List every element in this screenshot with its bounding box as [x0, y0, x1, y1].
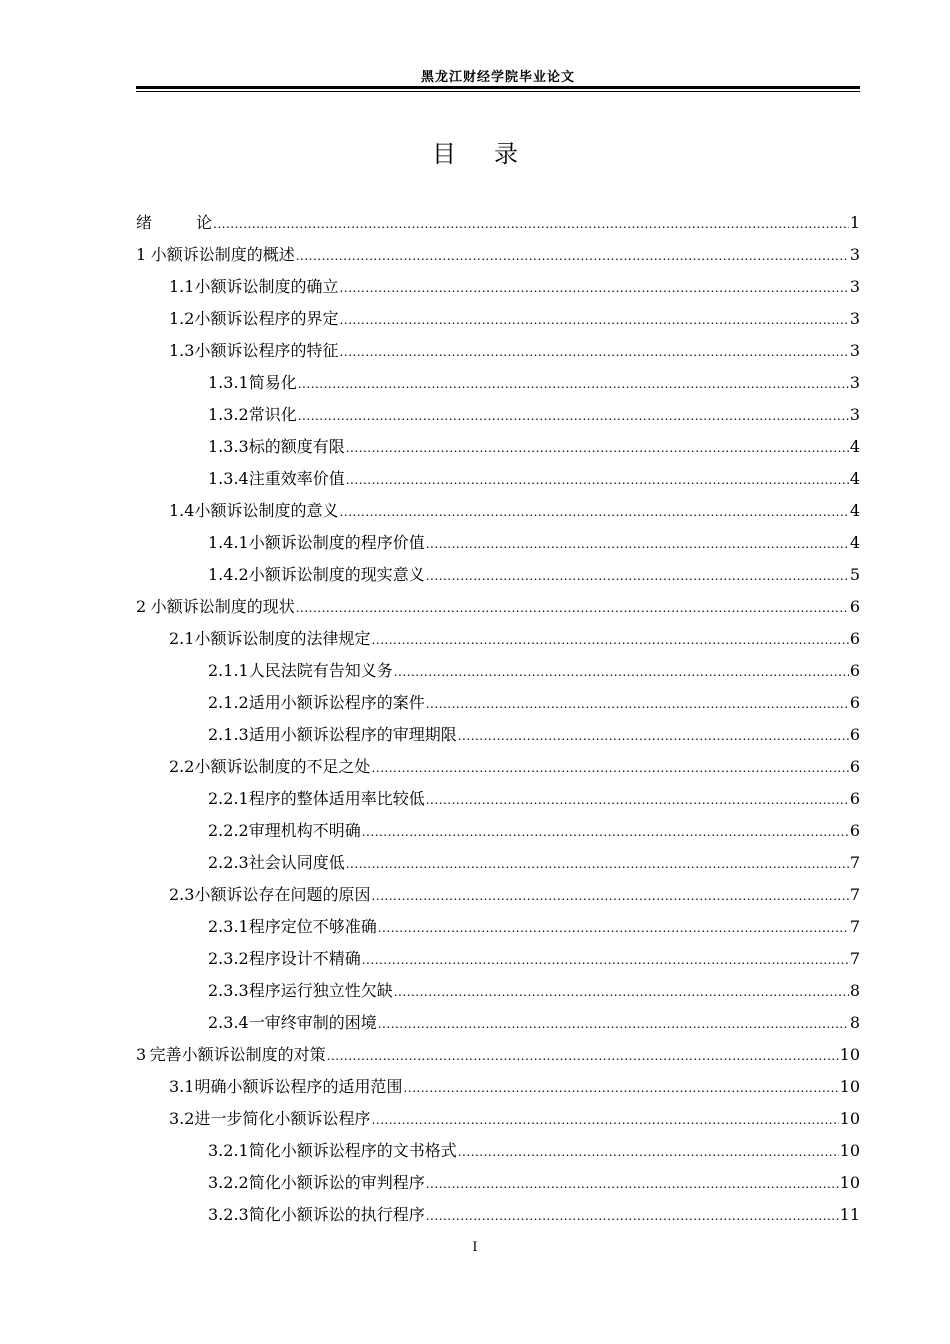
toc-dot-leader	[426, 1200, 839, 1232]
toc-entry[interactable]	[136, 303, 860, 335]
toc-entry[interactable]	[136, 751, 860, 783]
toc-entry-page: 5	[849, 565, 860, 584]
toc-entry-label	[136, 207, 212, 239]
toc-entry-label: 人民法院有告知义务	[248, 661, 393, 680]
toc-title: 目录	[432, 140, 556, 168]
toc-entry-label: 适用小额诉讼程序的案件	[248, 693, 425, 712]
toc-dot-leader	[394, 976, 849, 1008]
toc-entry[interactable]	[136, 1199, 860, 1231]
toc-dot-leader	[362, 816, 849, 848]
toc-entry-label: 简化小额诉讼程序的文书格式	[248, 1141, 457, 1160]
toc-entry[interactable]	[136, 975, 860, 1007]
toc-entry-label: 小额诉讼制度的确立	[194, 277, 339, 296]
toc-entry-label: 小额诉讼程序的界定	[194, 309, 339, 328]
toc-entry-label: 简化小额诉讼的审判程序	[248, 1173, 425, 1192]
toc-entry-label: 进一步简化小额诉讼程序	[194, 1109, 371, 1128]
toc-entry[interactable]	[136, 783, 860, 815]
toc-entry[interactable]	[136, 527, 860, 559]
toc-entry[interactable]	[136, 271, 860, 303]
toc-dot-leader	[458, 720, 849, 752]
toc-entry-label: 小额诉讼存在问题的原因	[194, 885, 371, 904]
toc-dot-leader	[296, 592, 849, 624]
toc-entry[interactable]	[136, 655, 860, 687]
toc-entry-label: 程序的整体适用率比较低	[248, 789, 425, 808]
toc-entry-page: 6	[849, 597, 860, 616]
toc-entry-page: 10	[839, 1109, 860, 1128]
toc-entry-label: 社会认同度低	[248, 853, 345, 872]
toc-dot-leader	[426, 784, 849, 816]
toc-entry-label: 适用小额诉讼程序的审理期限	[248, 725, 457, 744]
toc-entry-number: 2.3.1	[208, 917, 249, 936]
toc-entry[interactable]	[136, 1135, 860, 1167]
toc-dot-leader	[458, 1136, 839, 1168]
toc-entry[interactable]	[136, 207, 860, 239]
toc-entry-number: 1.4	[169, 501, 195, 520]
toc-entry-number: 2.3	[169, 885, 195, 904]
toc-entry-label: 小额诉讼制度的不足之处	[194, 757, 371, 776]
toc-entry[interactable]	[136, 847, 860, 879]
toc-entry-page: 7	[849, 885, 860, 904]
toc-entry-number: 3	[136, 1045, 147, 1064]
toc-entry[interactable]	[136, 879, 860, 911]
toc-entry[interactable]	[136, 1103, 860, 1135]
toc-entry-page: 6	[849, 693, 860, 712]
toc-entry-number: 1.1	[169, 277, 195, 296]
toc-entry-page: 10	[839, 1045, 860, 1064]
toc-dot-leader	[346, 848, 849, 880]
toc-dot-leader	[339, 304, 848, 336]
toc-dot-leader	[362, 944, 849, 976]
toc-entry-label-part: 论	[196, 213, 213, 232]
toc-entry-label: 明确小额诉讼程序的适用范围	[194, 1077, 403, 1096]
toc-entry-label: 简易化	[248, 373, 297, 392]
toc-entry-number: 1.4.1	[208, 533, 249, 552]
toc-entry-label: 注重效率价值	[248, 469, 345, 488]
toc-entry[interactable]	[136, 1007, 860, 1039]
toc-dot-leader	[298, 368, 849, 400]
toc-entry-page: 3	[849, 245, 860, 264]
toc-entry-number: 1.4.2	[208, 565, 249, 584]
toc-entry-number: 2.2.3	[208, 853, 249, 872]
toc-entry-page: 3	[849, 341, 860, 360]
toc-entry-number: 3.2.3	[208, 1205, 249, 1224]
toc-entry[interactable]	[136, 495, 860, 527]
toc-dot-leader	[213, 208, 849, 240]
toc-entry-page: 3	[849, 373, 860, 392]
toc-dot-leader	[346, 432, 849, 464]
toc-entry-number: 1.3.3	[208, 437, 249, 456]
toc-entry-number: 2.2.2	[208, 821, 249, 840]
toc-entry-label: 小额诉讼制度的程序价值	[248, 533, 425, 552]
toc-entry-page: 6	[849, 629, 860, 648]
toc-entry-number: 2.3.2	[208, 949, 249, 968]
toc-entry-number: 3.1	[169, 1077, 195, 1096]
toc-entry-page: 7	[849, 853, 860, 872]
toc-dot-leader	[371, 624, 848, 656]
toc-entry[interactable]	[136, 815, 860, 847]
toc-entry-page: 6	[849, 661, 860, 680]
toc-entry-page: 8	[849, 981, 860, 1000]
toc-entry-page: 4	[849, 501, 860, 520]
toc-entry[interactable]	[136, 239, 860, 271]
toc-entry[interactable]	[136, 687, 860, 719]
toc-entry-number: 2.1	[169, 629, 195, 648]
table-of-contents	[136, 207, 860, 1231]
toc-entry[interactable]	[136, 399, 860, 431]
toc-dot-leader	[346, 464, 849, 496]
toc-entry-page: 4	[849, 533, 860, 552]
toc-dot-leader	[327, 1040, 839, 1072]
toc-entry-page: 4	[849, 469, 860, 488]
toc-entry[interactable]	[136, 463, 860, 495]
toc-entry-label: 完善小额诉讼制度的对策	[149, 1045, 326, 1064]
toc-entry-number: 3.2.2	[208, 1173, 249, 1192]
toc-entry-label: 一审终审制的困境	[248, 1013, 377, 1032]
toc-entry-page: 4	[849, 437, 860, 456]
toc-entry-number: 1	[136, 245, 147, 264]
toc-entry-page: 6	[849, 757, 860, 776]
toc-entry-label: 程序设计不精确	[248, 949, 361, 968]
toc-entry-number: 1.3	[169, 341, 195, 360]
toc-entry[interactable]	[136, 911, 860, 943]
toc-entry[interactable]	[136, 623, 860, 655]
toc-entry-page: 11	[839, 1205, 860, 1224]
toc-entry-number: 3.2	[169, 1109, 195, 1128]
toc-entry-number: 2.3.4	[208, 1013, 249, 1032]
toc-entry-number: 2.3.3	[208, 981, 249, 1000]
toc-dot-leader	[371, 880, 848, 912]
toc-entry-number: 1.3.4	[208, 469, 249, 488]
toc-entry-page: 6	[849, 789, 860, 808]
toc-entry[interactable]	[136, 367, 860, 399]
toc-entry-page: 10	[839, 1141, 860, 1160]
toc-entry-label: 审理机构不明确	[248, 821, 361, 840]
toc-dot-leader	[296, 240, 849, 272]
header-rule-thin	[136, 91, 860, 92]
toc-entry-page: 10	[839, 1077, 860, 1096]
toc-entry-number: 1.3.2	[208, 405, 249, 424]
toc-entry[interactable]	[136, 559, 860, 591]
toc-entry[interactable]	[136, 1071, 860, 1103]
toc-entry-number: 1.3.1	[208, 373, 249, 392]
toc-dot-leader	[378, 1008, 849, 1040]
toc-entry-number: 2	[136, 597, 147, 616]
toc-entry-label: 小额诉讼程序的特征	[194, 341, 339, 360]
toc-entry-number: 2.2	[169, 757, 195, 776]
toc-entry[interactable]	[136, 1039, 860, 1071]
toc-entry-page: 3	[849, 277, 860, 296]
toc-entry-page: 7	[849, 917, 860, 936]
toc-entry-page: 7	[849, 949, 860, 968]
toc-entry-label: 小额诉讼制度的法律规定	[194, 629, 371, 648]
toc-dot-leader	[339, 272, 848, 304]
toc-dot-leader	[394, 656, 849, 688]
toc-dot-leader	[426, 1168, 839, 1200]
toc-entry-number: 2.1.3	[208, 725, 249, 744]
toc-entry[interactable]	[136, 591, 860, 623]
toc-entry-label: 标的额度有限	[248, 437, 345, 456]
toc-entry-label: 程序定位不够准确	[248, 917, 377, 936]
toc-entry[interactable]	[136, 719, 860, 751]
toc-entry-page: 8	[849, 1013, 860, 1032]
toc-dot-leader	[426, 688, 849, 720]
toc-entry-number: 2.2.1	[208, 789, 249, 808]
toc-entry[interactable]	[136, 431, 860, 463]
toc-entry-number: 1.2	[169, 309, 195, 328]
toc-entry[interactable]	[136, 1167, 860, 1199]
toc-dot-leader	[339, 336, 848, 368]
page-number: I	[472, 1240, 478, 1255]
toc-dot-leader	[371, 1104, 838, 1136]
toc-entry-page: 6	[849, 725, 860, 744]
toc-entry[interactable]	[136, 943, 860, 975]
toc-entry-label: 小额诉讼制度的现状	[150, 597, 295, 616]
toc-entry[interactable]	[136, 335, 860, 367]
toc-entry-page: 1	[849, 213, 860, 232]
toc-entry-page: 10	[839, 1173, 860, 1192]
toc-entry-page: 6	[849, 821, 860, 840]
toc-entry-label: 程序运行独立性欠缺	[248, 981, 393, 1000]
toc-entry-label: 简化小额诉讼的执行程序	[248, 1205, 425, 1224]
toc-dot-leader	[371, 752, 848, 784]
toc-entry-page: 3	[849, 309, 860, 328]
toc-entry-page: 3	[849, 405, 860, 424]
toc-entry-number: 2.1.2	[208, 693, 249, 712]
toc-entry-label-part: 绪	[136, 213, 153, 232]
toc-dot-leader	[403, 1072, 838, 1104]
toc-entry-number: 2.1.1	[208, 661, 249, 680]
toc-entry-label: 小额诉讼制度的现实意义	[248, 565, 425, 584]
toc-entry-label: 小额诉讼制度的意义	[194, 501, 339, 520]
running-header: 黑龙江财经学院毕业论文	[420, 70, 575, 85]
toc-entry-number: 3.2.1	[208, 1141, 249, 1160]
toc-dot-leader	[298, 400, 849, 432]
toc-dot-leader	[378, 912, 849, 944]
toc-dot-leader	[426, 528, 849, 560]
toc-entry-label: 常识化	[248, 405, 297, 424]
toc-dot-leader	[426, 560, 849, 592]
header-rule-thick	[136, 86, 860, 89]
toc-dot-leader	[339, 496, 848, 528]
toc-entry-label: 小额诉讼制度的概述	[150, 245, 295, 264]
